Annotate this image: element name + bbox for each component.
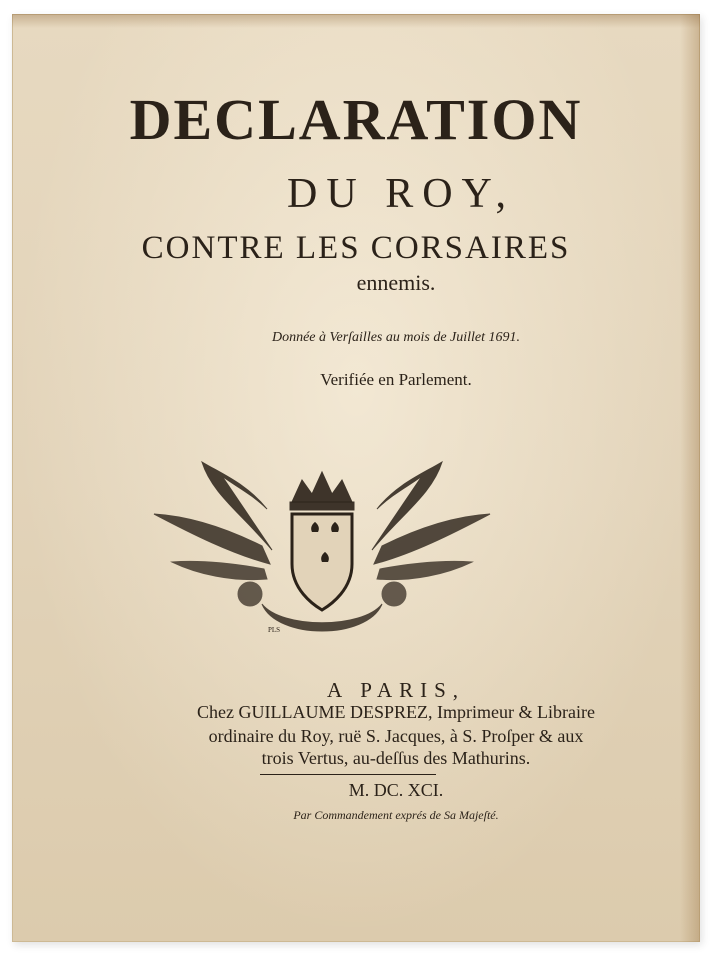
publication-year: M. DC. XCI.: [348, 780, 444, 800]
imprint-place: A PARIS,: [326, 678, 466, 702]
verification-line: Verifiée en Parlement.: [320, 370, 472, 389]
imprint-line: Chez GUILLAUME DESPREZ, Imprimeur & Libraire: [197, 702, 595, 722]
document-subtitle: DU ROY,: [287, 171, 515, 217]
divider-rule: [260, 774, 436, 775]
document-heading-end: ennemis.: [356, 270, 436, 295]
emblem-initials: PLS: [268, 626, 281, 634]
date-line: Donnée à Verſailles au mois de Juillet 1691.: [271, 330, 521, 345]
imprint-line: ordinaire du Roy, ruë S. Jacques, à S. Proſper & aux: [208, 726, 584, 746]
command-line: Par Commandement exprés de Sa Majeſté.: [293, 808, 499, 822]
document-page: [12, 14, 700, 942]
royal-arms-emblem-icon: [152, 454, 492, 646]
document-title: DECLARATION: [129, 87, 583, 152]
document-heading-line: CONTRE LES CORSAIRES: [141, 230, 571, 266]
imprint-line: trois Vertus, au-deſſus des Mathurins.: [261, 748, 531, 768]
